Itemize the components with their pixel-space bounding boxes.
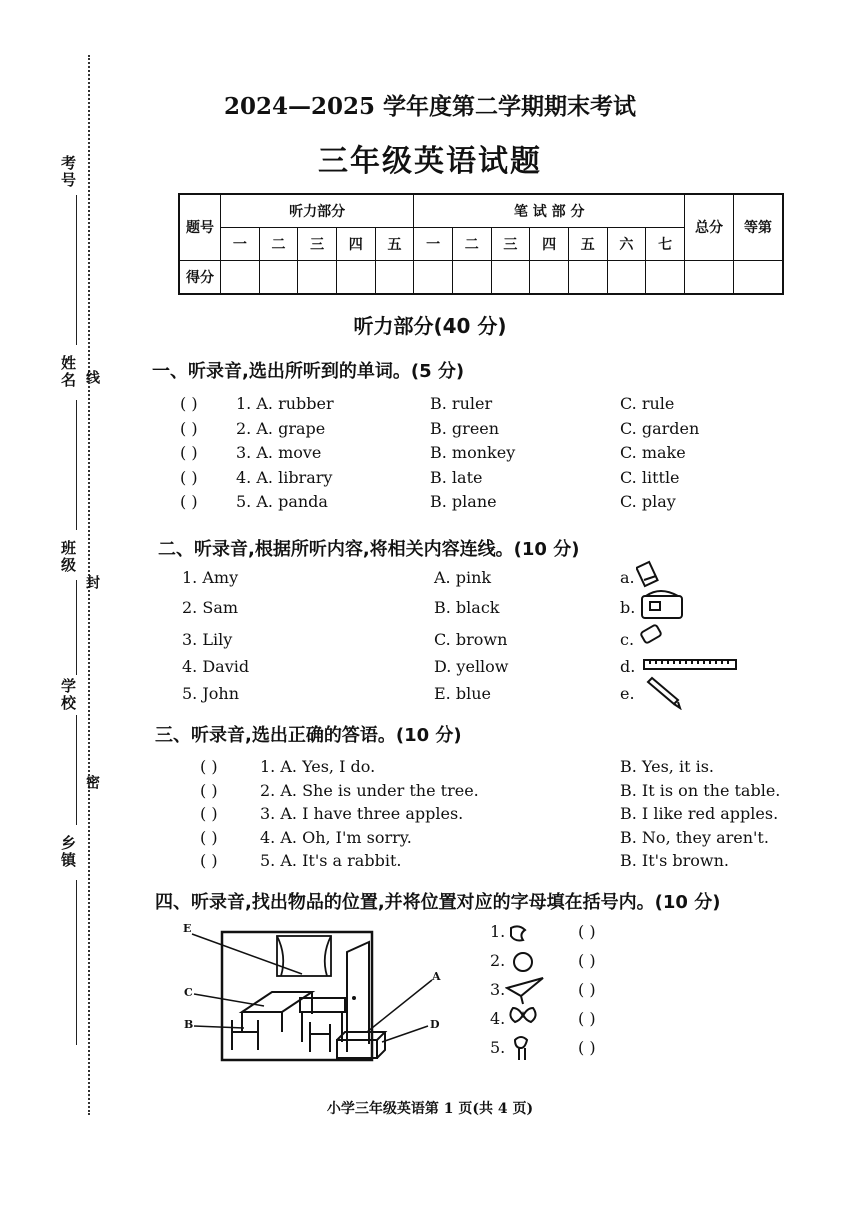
option-a: 4. A. library (236, 467, 333, 487)
table-col: 二 (452, 227, 491, 260)
table-col: 六 (607, 227, 646, 260)
object-pictures (505, 922, 545, 1067)
table-tihao: 题号 (179, 194, 221, 260)
answer-paren[interactable]: ( ) (180, 418, 198, 438)
option-b: B. I like red apples. (620, 804, 779, 823)
option-a: 4. A. Oh, I'm sorry. (260, 827, 412, 847)
table-writing-group: 笔 试 部 分 (414, 194, 685, 227)
item-number: 1. (490, 922, 506, 941)
option-a: 3. A. move (236, 443, 322, 462)
toy-icon (511, 926, 525, 940)
pencil-case-icon (642, 591, 682, 618)
margin-xiangzhen: 乡镇 (59, 835, 77, 869)
score-cell[interactable] (568, 260, 607, 294)
score-cell[interactable] (646, 260, 685, 294)
score-cell[interactable] (336, 260, 375, 294)
answer-paren[interactable]: ( ) (180, 394, 198, 413)
exam-title: 2024—2025 学年度第二学期期末考试 (223, 93, 637, 120)
answer-paren[interactable]: ( ) (200, 827, 218, 847)
room-label-c: C (184, 986, 193, 999)
match-letter: d. (620, 657, 636, 676)
table-col: 七 (646, 227, 685, 260)
answer-paren[interactable]: ( ) (578, 980, 596, 999)
option-c: C. garden (620, 418, 700, 438)
margin-feng: 封 (84, 575, 100, 591)
doll-icon (515, 1037, 527, 1060)
option-b: B. It is on the table. (620, 780, 781, 800)
option-c: C. play (620, 492, 676, 511)
score-cell[interactable] (259, 260, 298, 294)
margin-rule (76, 400, 77, 530)
match-color: D. yellow (434, 657, 509, 676)
table-col: 五 (375, 227, 414, 260)
eraser-icon (640, 624, 662, 643)
table-defen: 得分 (179, 260, 221, 294)
margin-rule (76, 880, 77, 1045)
table-col: 三 (298, 227, 337, 260)
match-name: 1. Amy (182, 568, 239, 587)
match-color: B. black (434, 598, 500, 617)
section1-heading: 一、听录音,选出所听到的单词。(5 分) (152, 361, 465, 382)
score-cell[interactable] (491, 260, 530, 294)
room-label-e: E (183, 922, 192, 935)
match-name: 3. Lily (182, 630, 233, 649)
margin-xingming: 姓名 (59, 355, 77, 389)
option-b: B. late (430, 467, 483, 487)
option-a: 1. A. Yes, I do. (260, 757, 376, 776)
room-label-b: B (184, 1018, 194, 1031)
match-letter: c. (620, 630, 635, 649)
table-col: 四 (530, 227, 569, 260)
table-col: 五 (568, 227, 607, 260)
score-cell[interactable] (414, 260, 453, 294)
stationery-pictures (636, 560, 746, 710)
table-col: 一 (414, 227, 453, 260)
margin-rule (76, 580, 77, 675)
margin-mi: 密 (84, 775, 100, 791)
option-c: C. little (620, 467, 680, 487)
page-footer: 小学三年级英语第 1 页(共 4 页) (326, 1101, 534, 1117)
option-c: C. make (620, 443, 686, 462)
pencil-icon (648, 678, 680, 708)
score-cell[interactable] (530, 260, 569, 294)
option-b: B. It's brown. (620, 851, 729, 870)
ruler-icon (644, 660, 736, 669)
option-b: B. Yes, it is. (620, 757, 714, 776)
score-cell[interactable] (685, 260, 734, 294)
margin-xuexiao: 学校 (59, 678, 77, 712)
answer-paren[interactable]: ( ) (200, 851, 218, 870)
margin-banji: 班级 (59, 540, 77, 574)
paper-plane-icon (507, 978, 543, 1004)
score-cell[interactable] (607, 260, 646, 294)
option-b: B. ruler (430, 394, 493, 413)
room-label-a: A (432, 970, 441, 983)
answer-paren[interactable]: ( ) (200, 780, 218, 800)
match-letter: e. (620, 684, 635, 703)
option-b: B. monkey (430, 443, 516, 462)
answer-paren[interactable]: ( ) (578, 1009, 596, 1028)
butterfly-icon (510, 1008, 535, 1022)
room-picture (182, 922, 444, 1064)
item-number: 5. (490, 1038, 506, 1057)
table-col: 三 (491, 227, 530, 260)
match-color: C. brown (434, 630, 508, 649)
option-c: C. rule (620, 394, 675, 413)
match-name: 4. David (182, 657, 250, 676)
option-a: 5. A. It's a rabbit. (260, 851, 402, 870)
score-cell[interactable] (221, 260, 260, 294)
section3-heading: 三、听录音,选出正确的答语。(10 分) (155, 725, 462, 746)
score-cell[interactable] (375, 260, 414, 294)
item-number: 3. (490, 980, 506, 999)
item-number: 4. (490, 1009, 506, 1028)
subject-title: 三年级英语试题 (318, 144, 542, 179)
ball-icon (514, 953, 532, 971)
option-b: B. plane (430, 492, 497, 511)
score-table (178, 193, 784, 295)
notebook-icon (636, 562, 657, 586)
answer-paren[interactable]: ( ) (578, 1038, 596, 1057)
match-letter: a. (620, 568, 635, 587)
listening-heading: 听力部分(40 分) (353, 314, 507, 338)
room-label-d: D (430, 1018, 440, 1031)
match-name: 2. Sam (182, 598, 239, 617)
answer-paren[interactable]: ( ) (180, 492, 198, 511)
table-col: 二 (259, 227, 298, 260)
table-zongfen: 总分 (685, 194, 734, 260)
margin-rule (76, 715, 77, 825)
match-color: E. blue (434, 684, 491, 703)
option-a: 5. A. panda (236, 492, 328, 511)
match-color: A. pink (434, 568, 492, 587)
option-b: B. green (430, 418, 500, 438)
answer-paren[interactable]: ( ) (578, 951, 596, 970)
option-a: 3. A. I have three apples. (260, 804, 464, 823)
option-a: 2. A. grape (236, 418, 326, 438)
match-letter: b. (620, 598, 636, 617)
item-number: 2. (490, 951, 506, 970)
score-cell[interactable] (452, 260, 491, 294)
section4-heading: 四、听录音,找出物品的位置,并将位置对应的字母填在括号内。(10 分) (155, 892, 721, 913)
score-cell[interactable] (298, 260, 337, 294)
margin-xian: 线 (84, 370, 100, 386)
answer-paren[interactable]: ( ) (578, 922, 596, 941)
answer-paren[interactable]: ( ) (180, 467, 198, 487)
option-b: B. No, they aren't. (620, 827, 769, 847)
table-dengdi: 等第 (734, 194, 784, 260)
table-col: 一 (221, 227, 260, 260)
option-a: 2. A. She is under the tree. (260, 780, 479, 800)
option-a: 1. A. rubber (236, 394, 334, 413)
answer-paren[interactable]: ( ) (200, 804, 218, 823)
table-listening-group: 听力部分 (221, 194, 414, 227)
table-col: 四 (336, 227, 375, 260)
section2-heading: 二、听录音,根据所听内容,将相关内容连线。(10 分) (158, 539, 580, 560)
margin-kaohao: 考号 (59, 155, 77, 189)
match-name: 5. John (182, 684, 240, 703)
answer-paren[interactable]: ( ) (180, 443, 198, 462)
score-cell[interactable] (734, 260, 784, 294)
answer-paren[interactable]: ( ) (200, 757, 218, 776)
